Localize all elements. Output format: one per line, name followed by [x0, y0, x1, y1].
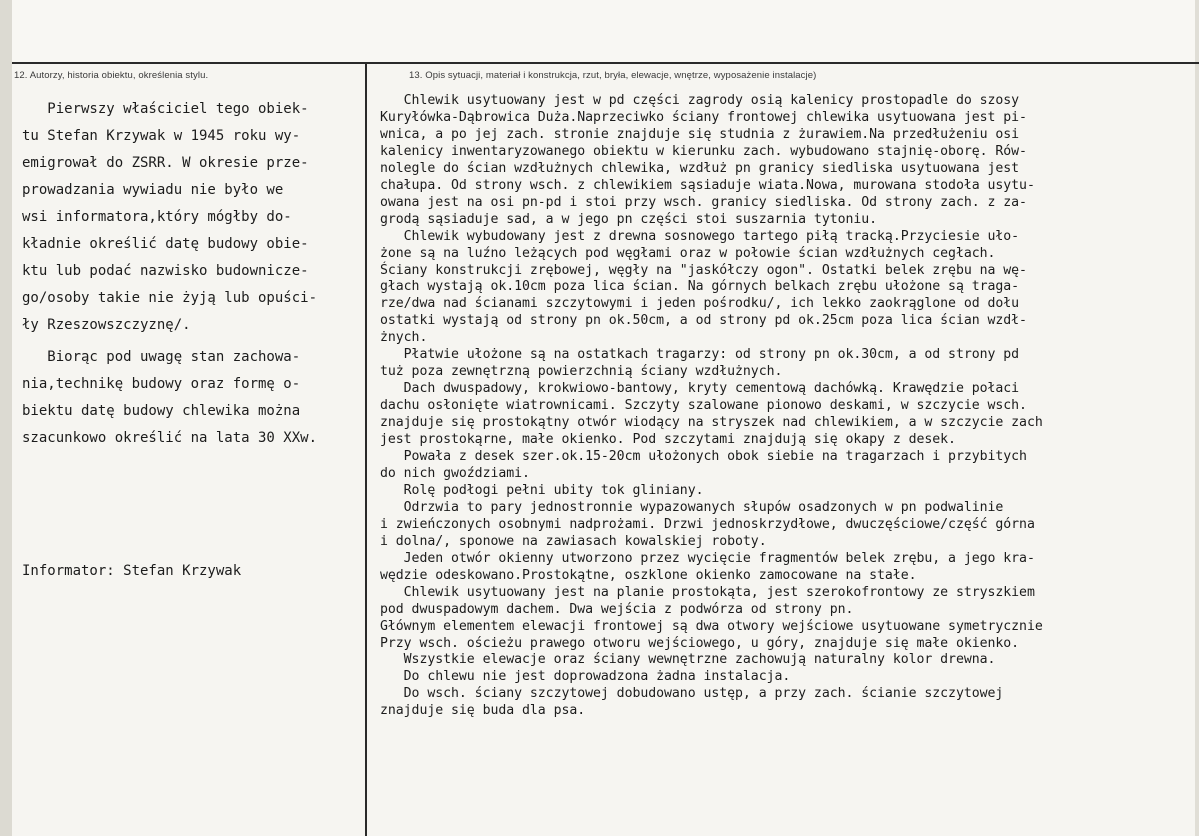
informant-line: Informator: Stefan Krzywak [22, 563, 242, 579]
text-line: ły Rzeszowszczyznę/. [22, 317, 191, 333]
text-line: Dach dwuspadowy, krokwiowo-bantowy, kryty cementową dachówką. Krawędzie połaci [380, 381, 1020, 397]
text-line: chałupa. Od strony wsch. z chlewikiem sąsiaduje wiata.Nowa, murowana stodoła usytu- [380, 177, 1035, 193]
text-line: dachu osłonięte wiatrownicami. Szczyty szalowane pionowo deskami, w szczycie wsch. [380, 398, 1027, 414]
text-line: szacunkowo określić na lata 30 XXw. [22, 430, 318, 446]
text-line: biektu datę budowy chlewika można [22, 403, 301, 419]
text-line: Do wsch. ściany szczytowej dobudowano ustęp, a przy zach. ścianie szczytowej [380, 686, 1004, 702]
text-line: rze/dwa nad ścianami szczytowymi i jeden pośrodku/, ich lekko zaokrąglone od dołu [380, 296, 1020, 312]
section-12-label: 12. Autorzy, historia obiektu, określenia stylu. [14, 70, 209, 81]
text-line: owana jest na osi pn-pd i stoi przy wsch. granicy siedliska. Od strony zach. z za- [380, 194, 1027, 210]
text-line: prowadzania wywiadu nie było we [22, 182, 284, 198]
text-line: nolegle do ścian wzdłużnych chlewika, wzdłuż pn granicy siedliska usytuowana jest [380, 160, 1020, 176]
text-line: Jeden otwór okienny utworzono przez wycięcie fragmentów belek zrębu, a jego kra- [380, 550, 1035, 566]
text-line: wsi informatora,który mógłby do- [22, 209, 292, 225]
text-line: i zwieńczonych osobnymi nadprożami. Drzwi jednoskrzydłowe, dwuczęściowe/część górna [380, 516, 1035, 532]
text-line: Ściany konstrukcji zrębowej, węgły na "jaskółczy ogon". Ostatki belek zrębu na wę- [380, 262, 1027, 278]
text-line: znajduje się prostokątny otwór wiodący na stryszek nad chlewikiem, a w szczycie zach [380, 415, 1043, 431]
text-line: Kuryłówka-Dąbrowica Duża.Naprzeciwko ściany frontowej chlewika usytuowana jest pi- [380, 109, 1027, 125]
text-line: żone są na luźno leżących pod węgłami oraz w połowie ścian wzdłużnych cegłach. [380, 245, 996, 261]
text-line: żnych. [380, 330, 428, 346]
text-line: Chlewik usytuowany jest w pd części zagrody osią kalenicy prostopadle do szosy [380, 93, 1020, 108]
text-line: tu Stefan Krzywak w 1945 roku wy- [22, 128, 301, 144]
text-line: Do chlewu nie jest doprowadzona żadna instalacja. [380, 669, 791, 685]
text-line: tuż poza zewnętrzną powierzchnią ściany wzdłużnych. [380, 364, 783, 380]
text-line: Wszystkie elewacje oraz ściany wewnętrzne zachowują naturalny kolor drewna. [380, 652, 996, 668]
text-line: kładnie określić datę budowy obie- [22, 236, 309, 252]
right-edge-shadow [1195, 0, 1199, 836]
text-line: głach wystają ok.10cm poza lica ścian. Na górnych belkach zrębu ułożone są traga- [380, 279, 1020, 295]
text-line: wnica, a po jej zach. stronie znajduje się studnia z żurawiem.Na przedłużeniu osi [380, 126, 1020, 142]
text-line: Chlewik wybudowany jest z drewna sosnowego tartego piłą tracką.Przyciesie uło- [380, 228, 1020, 244]
text-line: i dolna/, sponowe na zawiasach kowalskiej roboty. [380, 533, 767, 549]
text-line: kalenicy inwentaryzowanego obiektu w kierunku zach. wybudowano stajnię-oborę. Rów- [380, 143, 1027, 159]
text-line: Biorąc pod uwagę stan zachowa- [22, 349, 301, 365]
text-line: Głównym elementem elewacji frontowej są dwa otwory wejściowe usytuowane symetrycznie [380, 618, 1043, 634]
text-line: jest prostokąrne, małe okienko. Pod szczytami znajdują się okapy z desek. [380, 432, 956, 448]
text-line: ostatki wystają od strony pn ok.50cm, a od strony pd ok.25cm poza lica ścian wzdł- [380, 313, 1027, 329]
text-line: grodą sąsiaduje sad, a w jego pn części stoi suszarnia tytoniu. [380, 211, 878, 227]
text-line: Rolę podłogi pełni ubity tok gliniany. [380, 482, 704, 498]
text-line: pod dwuspadowym dachem. Dwa wejścia z podwórza od strony pn. [380, 601, 854, 617]
text-line: Pierwszy właściciel tego obiek- [22, 101, 309, 117]
text-line: Płatwie ułożone są na ostatkach tragarzy: od strony pn ok.30cm, a od strony pd [380, 347, 1020, 363]
text-line: Powała z desek szer.ok.15-20cm ułożonych obok siebie na tragarzach i przybitych [380, 449, 1027, 465]
column-divider [365, 62, 367, 836]
horizontal-rule [12, 62, 1199, 64]
text-line: znajduje się buda dla psa. [380, 703, 586, 719]
text-line: go/osoby takie nie żyją lub opuści- [22, 290, 318, 306]
history-paragraph [22, 96, 362, 339]
text-line: emigrował do ZSRR. W okresie prze- [22, 155, 309, 171]
text-line: Chlewik usytuowany jest na planie prostokąta, jest szerokofrontowy ze stryszkiem [380, 584, 1035, 600]
text-line: do nich gwoździami. [380, 465, 530, 481]
description-column [380, 93, 1195, 720]
text-line: wędzie odeskowano.Prostokątne, oszklone okienko zamocowane na stałe. [380, 567, 917, 583]
text-line: ktu lub podać nazwisko budowniczе- [22, 263, 309, 279]
history-column [22, 96, 362, 457]
text-line: Przy wsch. ościeżu prawego otworu wejściowego, u góry, znajduje się małe okienko. [380, 635, 1020, 651]
left-edge-shadow [0, 0, 12, 836]
text-line: Odrzwia to pary jednostronnie wypazowanych słupów osadzonych w pn podwalinie [380, 499, 1004, 515]
section-13-label: 13. Opis sytuacji, materiał i konstrukcja, rzut, bryła, elewacje, wnętrze, wyposażenie instalacje) [409, 70, 817, 81]
top-margin [0, 0, 1199, 62]
text-line: nia,technikę budowy oraz formę o- [22, 376, 301, 392]
dating-paragraph [22, 344, 362, 452]
